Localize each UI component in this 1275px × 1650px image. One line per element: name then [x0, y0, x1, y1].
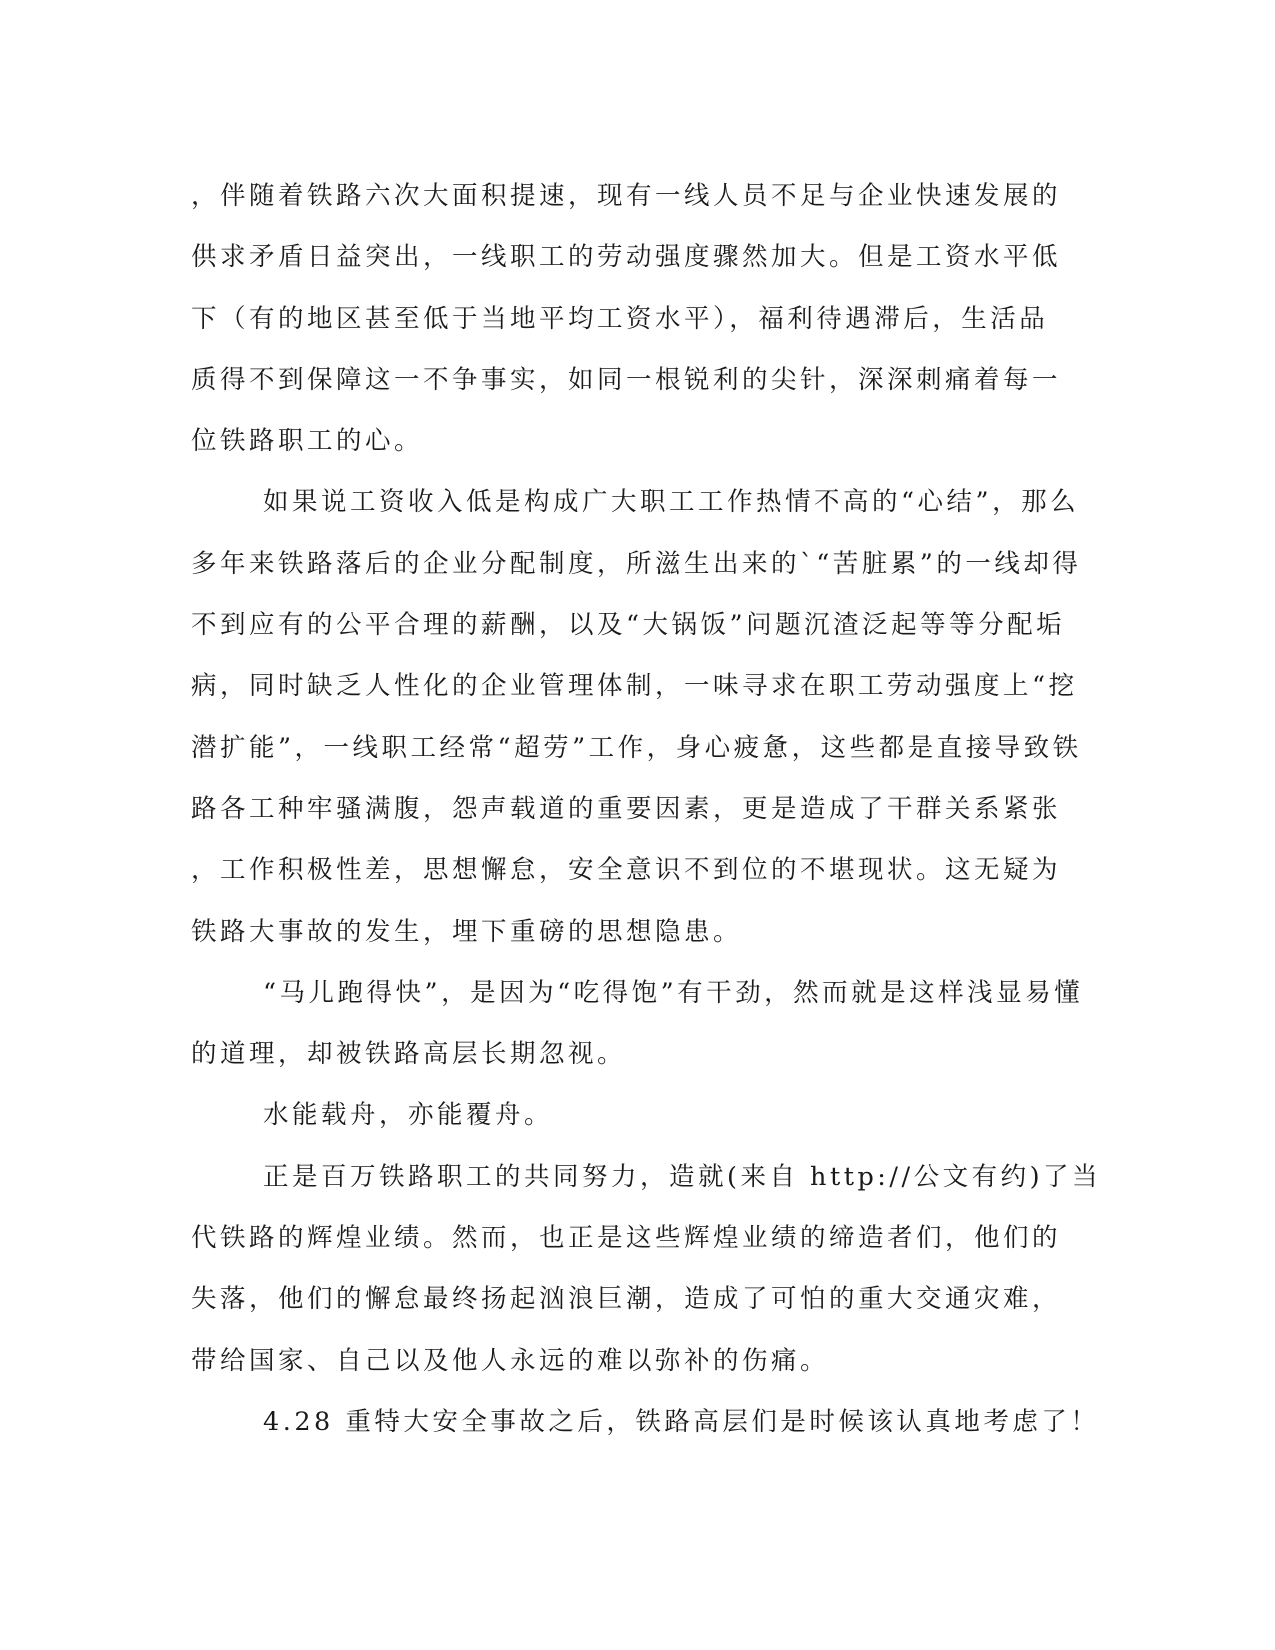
text-line: 路各工种牢骚满腹，怨声载道的重要因素，更是造成了干群关系紧张	[191, 793, 1062, 824]
text-line: 水能载舟，亦能覆舟。	[263, 1100, 554, 1131]
text-line: 病，同时缺乏人性化的企业管理体制，一味寻求在职工劳动强度上“挖	[191, 671, 1078, 702]
text-line: 带给国家、自己以及他人永远的难以弥补的伤痛。	[191, 1345, 830, 1376]
text-line: 的道理，却被铁路高层长期忽视。	[191, 1039, 627, 1070]
text-line: ，伴随着铁路六次大面积提速，现有一线人员不足与企业快速发展的	[191, 181, 1062, 211]
text-line: ，工作积极性差，思想懈怠，安全意识不到位的不堪现状。这无疑为	[191, 855, 1062, 886]
text-line: 4.28 重特大安全事故之后，铁路高层们是时候该认真地考虑了！	[263, 1406, 1100, 1437]
text-line: 代铁路的辉煌业绩。然而，也正是这些辉煌业绩的缔造者们，他们的	[191, 1223, 1062, 1254]
text-line: 下（有的地区甚至低于当地平均工资水平），福利待遇滞后，生活品	[191, 303, 1049, 334]
text-line: 不到应有的公平合理的薪酬，以及“大锅饭”问题沉渣泛起等等分配垢	[191, 610, 1066, 641]
text-line: 多年来铁路落后的企业分配制度，所滋生出来的`“苦脏累”的一线却得	[191, 548, 1082, 579]
text-line: 位铁路职工的心。	[191, 426, 424, 457]
text-line: 正是百万铁路职工的共同努力，造就(来自 http://公文有约)了当	[263, 1161, 1102, 1192]
text-line: 失落，他们的懈怠最终扬起汹浪巨潮，造成了可怕的重大交通灾难，	[191, 1284, 1062, 1315]
text-line: “马儿跑得快”，是因为“吃得饱”有干劲，然而就是这样浅显易懂	[263, 977, 1084, 1008]
document-body	[191, 166, 1102, 1453]
text-line: 供求矛盾日益突出，一线职工的劳动强度骤然加大。但是工资水平低	[191, 242, 1062, 273]
text-line: 铁路大事故的发生，埋下重磅的思想隐患。	[191, 916, 743, 947]
text-line: 质得不到保障这一不争事实，如同一根锐利的尖针，深深刺痛着每一	[191, 364, 1062, 395]
text-line: 如果说工资收入低是构成广大职工工作热情不高的“心结”，那么	[263, 487, 1080, 518]
text-line: 潜扩能”，一线职工经常“超劳”工作，身心疲惫，这些都是直接导致铁	[191, 732, 1082, 763]
